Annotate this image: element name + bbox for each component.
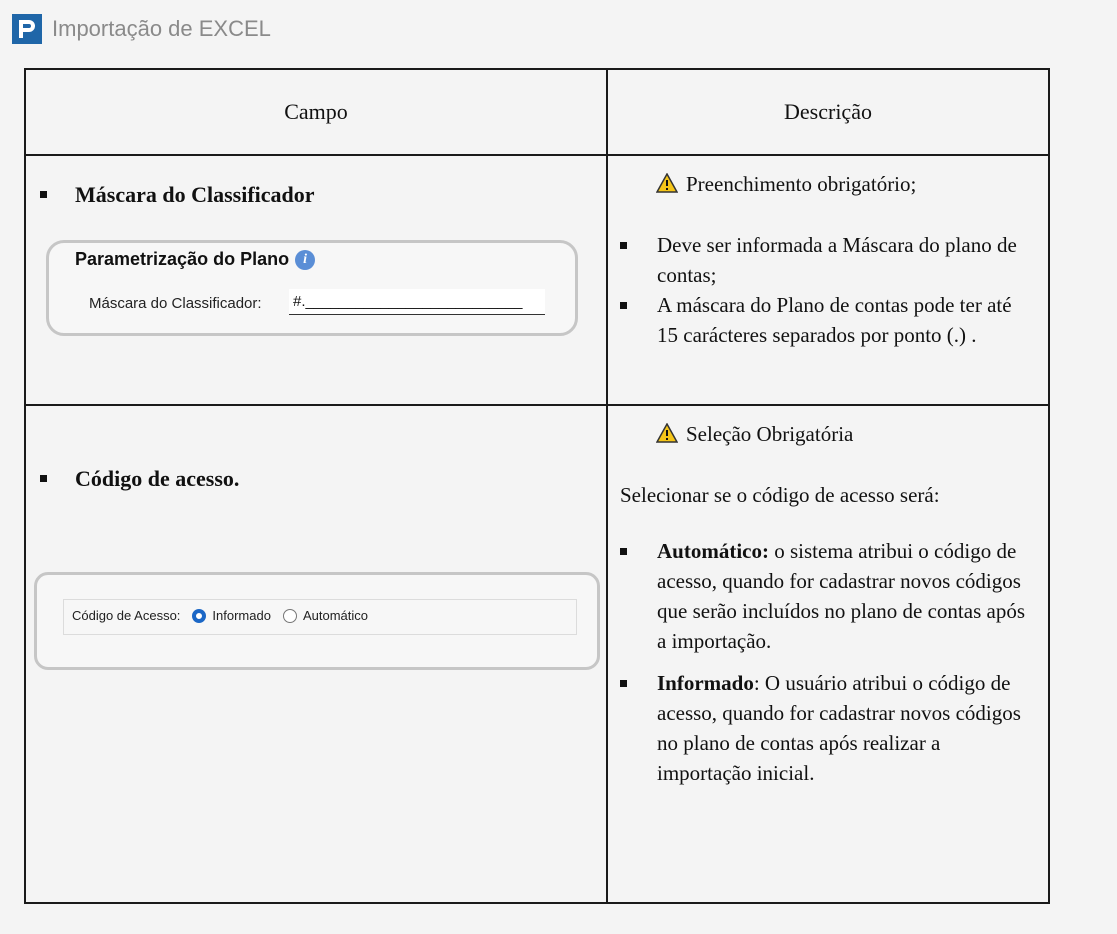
- bullet-icon: [40, 191, 47, 198]
- field-name-text: Máscara do Classificador: [75, 182, 315, 207]
- access-code-label: Código de Acesso:: [72, 608, 181, 623]
- codigo-acesso-panel: [34, 572, 600, 670]
- radio-automatico-label[interactable]: Automático: [302, 608, 368, 623]
- mask-label: Máscara do Classificador:: [89, 295, 262, 312]
- fields-table: [24, 68, 1050, 904]
- field-cell: [25, 405, 607, 903]
- radio-informado-label[interactable]: Informado: [212, 608, 271, 623]
- table-row: [25, 405, 1049, 903]
- warning-text: Preenchimento obrigatório;: [686, 172, 917, 196]
- field-name-text: Código de acesso.: [75, 466, 240, 491]
- warning-text: Seleção Obrigatória: [686, 422, 854, 446]
- radio-frame: [63, 599, 577, 635]
- parametrizacao-panel: [46, 240, 578, 336]
- table-header-row: [25, 69, 1049, 155]
- description-cell: [607, 405, 1049, 903]
- list-item: Automático: o sistema atribui o código de acesso, quando for cadastrar novos códigos que serão incluídos no plano de contas após a importação.: [620, 536, 1034, 656]
- title-bar: [0, 0, 1117, 62]
- panel-title-text: Parametrização do Plano: [75, 249, 290, 269]
- warning-line: [656, 172, 916, 197]
- warning-icon: [656, 173, 678, 193]
- list-item: Deve ser informada a Máscara do plano de contas;: [620, 230, 1034, 290]
- list-item: Informado: O usuário atribui o código de acesso, quando for cadastrar novos códigos no plano de contas após realizar a importação inicial.: [620, 668, 1034, 788]
- radio-automatico[interactable]: [283, 609, 297, 623]
- description-list: [620, 536, 1034, 788]
- bullet-icon: [620, 680, 627, 687]
- description-list: [620, 230, 1034, 350]
- field-name: [40, 466, 239, 492]
- bullet-icon: [620, 242, 627, 249]
- radio-informado[interactable]: [192, 609, 206, 623]
- warning-icon: [656, 423, 678, 443]
- intro-text: Selecionar se o código de acesso será:: [620, 483, 940, 507]
- header-campo: Campo: [25, 69, 607, 155]
- bullet-icon: [620, 548, 627, 555]
- list-item: A máscara do Plano de contas pode ter até 15 carácteres separados por ponto (.) .: [620, 290, 1034, 350]
- description-intro: [620, 480, 1034, 510]
- app-logo-icon: [12, 14, 42, 44]
- header-descricao: Descrição: [607, 69, 1049, 155]
- bullet-icon: [40, 475, 47, 482]
- info-icon[interactable]: i: [295, 250, 315, 270]
- panel-title: [75, 249, 315, 270]
- description-cell: [607, 155, 1049, 405]
- table-row: [25, 155, 1049, 405]
- warning-line: [656, 422, 853, 447]
- field-cell: [25, 155, 607, 405]
- bullet-icon: [620, 302, 627, 309]
- window-title: Importação de EXCEL: [52, 16, 271, 41]
- access-code-radio-group: [72, 608, 370, 623]
- field-name: [40, 182, 315, 208]
- mask-input[interactable]: [289, 289, 545, 315]
